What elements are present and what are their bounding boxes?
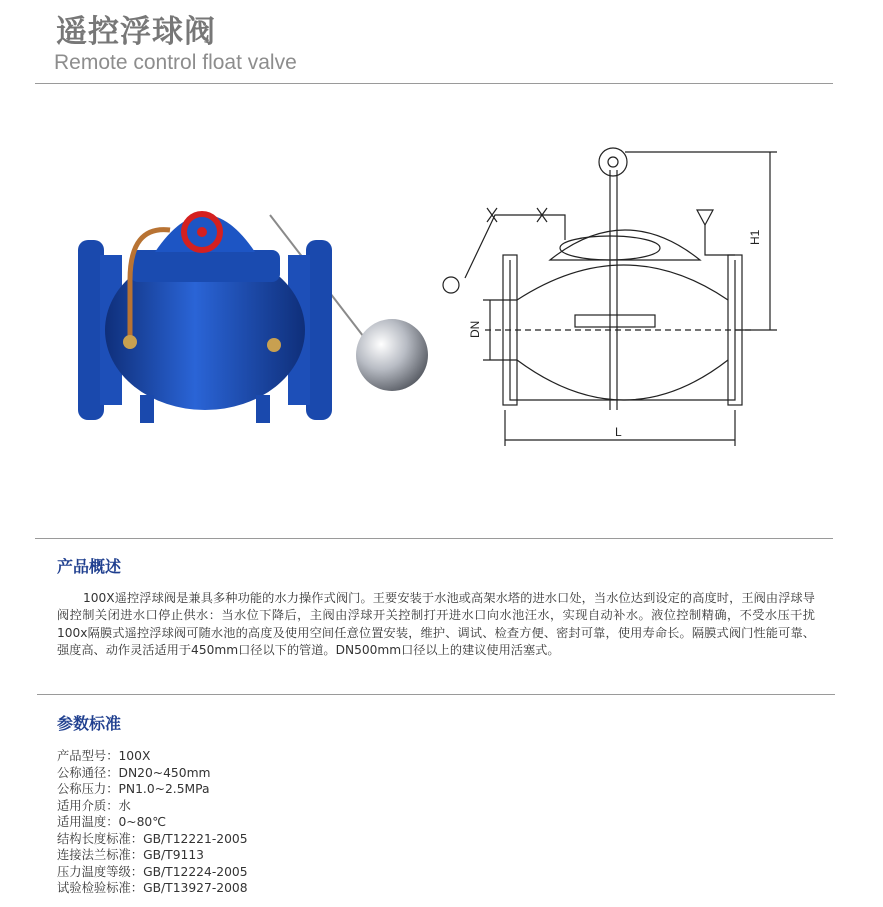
param-model: 产品型号：100X: [57, 749, 151, 763]
param-length-standard: 结构长度标准：GB/T12221-2005: [57, 831, 248, 846]
dimension-dn-label: DN: [468, 320, 482, 338]
param-pressure-temp-rating: 压力温度等级：GB/T12224-2005: [57, 864, 248, 879]
parameters-heading: 参数标准: [57, 714, 122, 733]
param-flange-standard: 连接法兰标准：GB/T9113: [57, 848, 204, 862]
dimension-h1-label: H1: [748, 229, 762, 245]
lower-divider: [37, 694, 835, 695]
middle-divider: [35, 538, 833, 539]
param-test-standard: 试验检验标准：GB/T13927-2008: [57, 881, 248, 895]
page-title: 遥控浮球阀: [56, 14, 216, 50]
param-nominal-pressure: 公称压力：PN1.0~2.5MPa: [57, 782, 210, 796]
page-subtitle: Remote control float valve: [54, 51, 297, 74]
float-ball: [356, 319, 428, 391]
overview-text: 100X遥控浮球阀是兼具多种功能的水力操作式阀门。王要安装于水池或高架水塔的进水口处，当水位达到设定的高度时，王阀由浮球导阀控制关闭进水口停止供水：当水位下降后，主阀由浮球开关控制打开进水口向水池汪水，实现自动补水。液位控制精确，不受水压干扰100x隔膜式遥控浮球阀可随水池的高度及使用空间任意位置安装，维护、调试、检查方便、密封可靠，使用寿命长。隔膜式阀门性能可靠、强度高、动作灵活适用于450mm口径以下的管道。DN500mm口径以上的建议使用活塞式。: [57, 591, 815, 657]
param-temperature: 适用温度：0~80℃: [57, 815, 167, 829]
dimension-l-label: L: [615, 425, 622, 439]
parameters-list: [57, 748, 248, 897]
overview-heading: 产品概述: [57, 557, 122, 576]
param-medium: 适用介质：水: [57, 798, 131, 813]
param-nominal-diameter: 公称通径：DN20~450mm: [57, 765, 211, 780]
top-divider: [35, 83, 833, 84]
valve-product-photo: [70, 180, 440, 440]
valve-technical-drawing: [435, 140, 795, 460]
